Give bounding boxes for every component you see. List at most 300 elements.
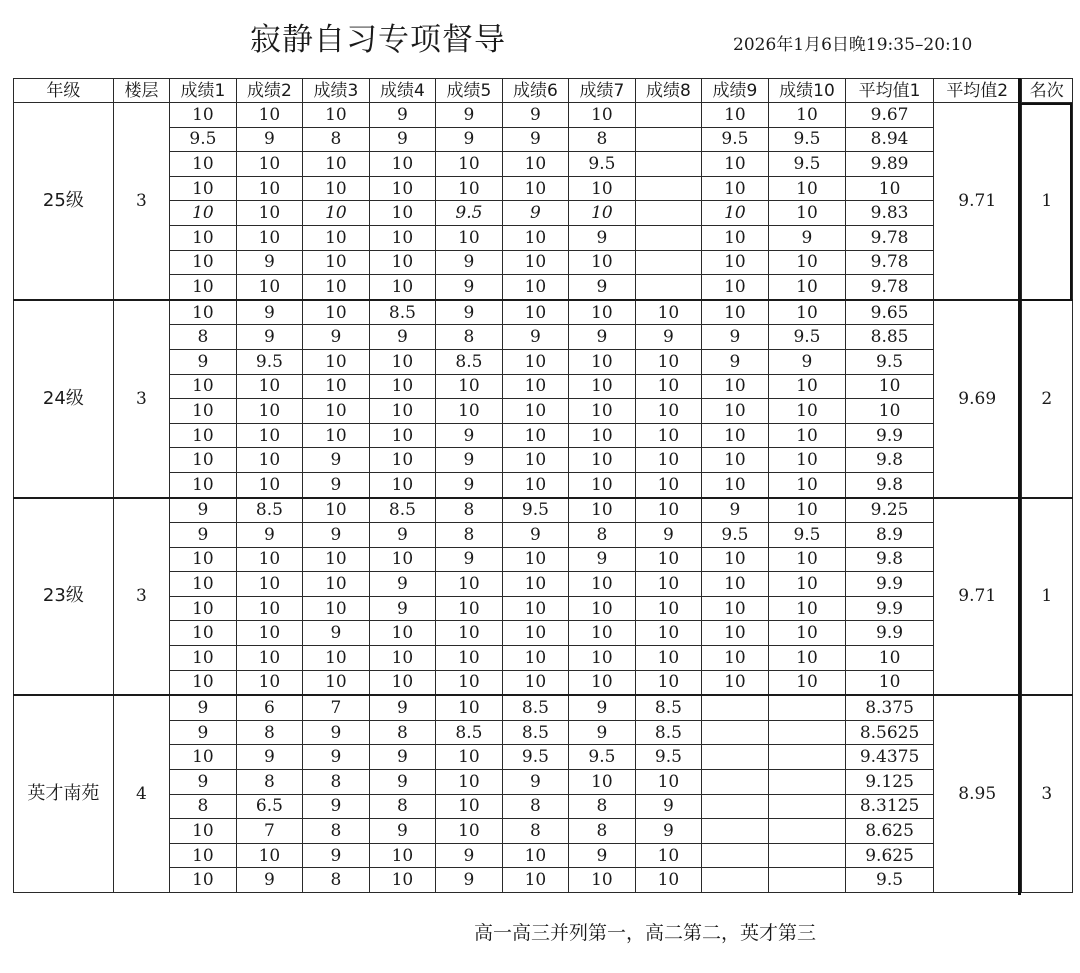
score-4-cell: 10: [369, 423, 436, 448]
score-4-cell: 9: [369, 523, 436, 548]
score-9-cell: [702, 745, 769, 770]
score-1-cell: 10: [170, 423, 237, 448]
score-2-cell: 10: [236, 275, 303, 300]
table-row: [14, 103, 1073, 128]
table-row: [14, 472, 1073, 497]
score-6-cell: 9: [502, 325, 569, 350]
score-4-cell: 8.5: [369, 498, 436, 523]
score-7-cell: 10: [569, 670, 636, 695]
score-6-cell: 10: [502, 868, 569, 893]
score-9-cell: 9: [702, 498, 769, 523]
score-8-cell: 10: [635, 670, 702, 695]
score-8-cell: 10: [635, 770, 702, 795]
score-7-cell: 10: [569, 176, 636, 201]
score-2-cell: 9: [236, 300, 303, 325]
score-5-cell: 9: [436, 103, 503, 128]
avg-1-cell: 10: [846, 399, 934, 424]
avg-1-cell: 8.3125: [846, 794, 934, 819]
score-5-cell: 10: [436, 374, 503, 399]
score-4-cell: 8: [369, 720, 436, 745]
avg-2-cell: 9.71: [933, 498, 1021, 696]
score-10-cell: 10: [768, 201, 846, 226]
score-2-cell: 10: [236, 547, 303, 572]
table-row: [14, 646, 1073, 671]
table-row: [14, 770, 1073, 795]
score-6-cell: 10: [502, 472, 569, 497]
header-score-4: 成绩4: [369, 79, 436, 103]
score-6-cell: 10: [502, 152, 569, 177]
score-7-cell: 10: [569, 349, 636, 374]
score-5-cell: 10: [436, 794, 503, 819]
score-4-cell: 9: [369, 770, 436, 795]
score-5-cell: 8.5: [436, 349, 503, 374]
score-10-cell: [768, 695, 846, 720]
score-4-cell: 10: [369, 448, 436, 473]
score-2-cell: 6.5: [236, 794, 303, 819]
score-3-cell: 10: [303, 349, 370, 374]
score-6-cell: 9: [502, 103, 569, 128]
avg-1-cell: 8.625: [846, 819, 934, 844]
score-value: 10: [192, 203, 214, 224]
score-7-cell: 9: [569, 225, 636, 250]
avg-1-cell: 10: [846, 374, 934, 399]
score-10-cell: [768, 794, 846, 819]
score-4-cell: 10: [369, 349, 436, 374]
score-2-cell: 9: [236, 325, 303, 350]
score-10-cell: 10: [768, 670, 846, 695]
header-avg-2: 平均值2: [933, 79, 1021, 103]
score-9-cell: 10: [702, 399, 769, 424]
avg-1-cell: 9.78: [846, 275, 934, 300]
avg-1-cell: 9.9: [846, 572, 934, 597]
score-3-cell: 10: [303, 103, 370, 128]
score-4-cell: 10: [369, 250, 436, 275]
score-2-cell: 10: [236, 448, 303, 473]
score-3-cell: 9: [303, 621, 370, 646]
table-row: [14, 745, 1073, 770]
score-7-cell: 8: [569, 819, 636, 844]
score-10-cell: 9: [768, 225, 846, 250]
score-4-cell: 10: [369, 152, 436, 177]
score-1-cell: 10: [170, 250, 237, 275]
score-value: 10: [724, 203, 746, 224]
table-row: [14, 695, 1073, 720]
header-rank: 名次: [1021, 79, 1072, 103]
score-3-cell: 10: [303, 498, 370, 523]
score-3-cell: 10: [303, 596, 370, 621]
avg-1-cell: 8.5625: [846, 720, 934, 745]
score-3-cell: 8: [303, 127, 370, 152]
floor-cell: 3: [113, 103, 169, 300]
table-row: [14, 596, 1073, 621]
score-4-cell: 10: [369, 843, 436, 868]
score-2-cell: 8.5: [236, 498, 303, 523]
score-3-cell: 10: [303, 670, 370, 695]
score-5-cell: 10: [436, 670, 503, 695]
score-value: 10: [591, 203, 613, 224]
header-score-6: 成绩6: [502, 79, 569, 103]
score-1-cell: 10: [170, 745, 237, 770]
score-10-cell: 10: [768, 250, 846, 275]
score-5-cell: 10: [436, 596, 503, 621]
score-5-cell: 10: [436, 695, 503, 720]
score-2-cell: 10: [236, 225, 303, 250]
table-row: [14, 720, 1073, 745]
score-7-cell: 10: [569, 423, 636, 448]
score-5-cell: 9: [436, 127, 503, 152]
score-4-cell: 10: [369, 670, 436, 695]
score-8-cell: 9: [635, 794, 702, 819]
table-row: [14, 572, 1073, 597]
score-3-cell: [303, 201, 370, 226]
score-6-cell: 10: [502, 423, 569, 448]
score-1-cell: 10: [170, 300, 237, 325]
score-1-cell: 10: [170, 596, 237, 621]
score-2-cell: 9.5: [236, 349, 303, 374]
table-row: [14, 670, 1073, 695]
score-4-cell: 10: [369, 646, 436, 671]
table-row: [14, 349, 1073, 374]
score-7-cell: 10: [569, 770, 636, 795]
score-7-cell: 9: [569, 325, 636, 350]
score-1-cell: 9: [170, 720, 237, 745]
score-10-cell: 9.5: [768, 152, 846, 177]
table-row: [14, 225, 1073, 250]
score-6-cell: 10: [502, 349, 569, 374]
score-2-cell: 10: [236, 843, 303, 868]
score-4-cell: 9: [369, 127, 436, 152]
score-5-cell: 9: [436, 547, 503, 572]
avg-1-cell: 9.8: [846, 448, 934, 473]
score-5-cell: 10: [436, 225, 503, 250]
table-row: [14, 621, 1073, 646]
score-7-cell: 10: [569, 621, 636, 646]
score-1-cell: 10: [170, 225, 237, 250]
score-3-cell: 10: [303, 374, 370, 399]
score-4-cell: 10: [369, 621, 436, 646]
header-floor: 楼层: [113, 79, 169, 103]
score-1-cell: 8: [170, 325, 237, 350]
floor-cell: 3: [113, 498, 169, 696]
header-score-2: 成绩2: [236, 79, 303, 103]
score-4-cell: 9: [369, 103, 436, 128]
table-row: [14, 250, 1073, 275]
score-5-cell: 10: [436, 819, 503, 844]
score-7-cell: 9: [569, 695, 636, 720]
avg-1-cell: 9.83: [846, 201, 934, 226]
score-3-cell: 9: [303, 794, 370, 819]
score-10-cell: 9: [768, 349, 846, 374]
avg-1-cell: 9.9: [846, 596, 934, 621]
score-9-cell: 10: [702, 646, 769, 671]
score-8-cell: 10: [635, 399, 702, 424]
score-1-cell: 10: [170, 621, 237, 646]
score-3-cell: 10: [303, 300, 370, 325]
score-9-cell: 10: [702, 225, 769, 250]
score-8-cell: 10: [635, 374, 702, 399]
score-10-cell: 10: [768, 176, 846, 201]
score-7-cell: 10: [569, 448, 636, 473]
score-1-cell: 9: [170, 770, 237, 795]
score-5-cell: 9: [436, 472, 503, 497]
floor-cell: 4: [113, 695, 169, 892]
score-2-cell: 10: [236, 646, 303, 671]
score-7-cell: 9: [569, 275, 636, 300]
score-3-cell: 9: [303, 523, 370, 548]
score-9-cell: 10: [702, 670, 769, 695]
score-7-cell: 10: [569, 596, 636, 621]
score-8-cell: 10: [635, 621, 702, 646]
score-5-cell: 8.5: [436, 720, 503, 745]
score-1-cell: 10: [170, 176, 237, 201]
score-3-cell: 8: [303, 868, 370, 893]
score-4-cell: 10: [369, 374, 436, 399]
score-4-cell: 9: [369, 819, 436, 844]
table-row: [14, 843, 1073, 868]
score-5-cell: 9: [436, 300, 503, 325]
score-4-cell: 10: [369, 275, 436, 300]
score-10-cell: 10: [768, 448, 846, 473]
table-row: [14, 127, 1073, 152]
score-2-cell: 9: [236, 523, 303, 548]
score-3-cell: 10: [303, 423, 370, 448]
score-6-cell: 9.5: [502, 498, 569, 523]
score-6-cell: 10: [502, 225, 569, 250]
grade-cell: 23级: [14, 498, 114, 696]
score-8-cell: 10: [635, 472, 702, 497]
score-1-cell: 9: [170, 695, 237, 720]
score-3-cell: 9: [303, 720, 370, 745]
score-1-cell: 10: [170, 572, 237, 597]
score-6-cell: 10: [502, 572, 569, 597]
score-2-cell: 10: [236, 670, 303, 695]
table-row: [14, 152, 1073, 177]
table-row: [14, 523, 1073, 548]
score-3-cell: 10: [303, 399, 370, 424]
score-10-cell: 10: [768, 498, 846, 523]
score-6-cell: [502, 201, 569, 226]
score-6-cell: 8.5: [502, 695, 569, 720]
avg-2-cell: 9.69: [933, 300, 1021, 498]
score-8-cell: 9: [635, 325, 702, 350]
score-8-cell: [635, 250, 702, 275]
score-10-cell: 10: [768, 423, 846, 448]
header-score-3: 成绩3: [303, 79, 370, 103]
score-10-cell: [768, 868, 846, 893]
score-10-cell: 10: [768, 547, 846, 572]
score-5-cell: 10: [436, 176, 503, 201]
table-row: [14, 547, 1073, 572]
score-5-cell: 9: [436, 423, 503, 448]
score-8-cell: 9: [635, 819, 702, 844]
header-avg-1: 平均值1: [846, 79, 934, 103]
score-10-cell: 9.5: [768, 127, 846, 152]
score-7-cell: 10: [569, 472, 636, 497]
score-8-cell: 9.5: [635, 745, 702, 770]
score-9-cell: [702, 201, 769, 226]
score-1-cell: 10: [170, 646, 237, 671]
score-4-cell: 9: [369, 695, 436, 720]
score-6-cell: 10: [502, 670, 569, 695]
score-9-cell: 10: [702, 547, 769, 572]
table-row: [14, 819, 1073, 844]
score-8-cell: 10: [635, 498, 702, 523]
avg-1-cell: 9.625: [846, 843, 934, 868]
score-6-cell: 8.5: [502, 720, 569, 745]
score-7-cell: 10: [569, 250, 636, 275]
score-7-cell: 8: [569, 127, 636, 152]
score-3-cell: 10: [303, 152, 370, 177]
table-row: [14, 794, 1073, 819]
score-7-cell: [569, 201, 636, 226]
header-score-5: 成绩5: [436, 79, 503, 103]
score-9-cell: [702, 695, 769, 720]
avg-1-cell: 10: [846, 670, 934, 695]
avg-1-cell: 9.78: [846, 250, 934, 275]
score-9-cell: 10: [702, 423, 769, 448]
score-9-cell: 10: [702, 250, 769, 275]
score-value: 9.5: [455, 203, 483, 224]
score-5-cell: 9: [436, 843, 503, 868]
floor-cell: 3: [113, 300, 169, 498]
score-5-cell: 10: [436, 646, 503, 671]
score-9-cell: 9: [702, 349, 769, 374]
score-4-cell: 10: [369, 201, 436, 226]
score-7-cell: 10: [569, 646, 636, 671]
avg-1-cell: 9.65: [846, 300, 934, 325]
score-6-cell: 10: [502, 621, 569, 646]
score-1-cell: 10: [170, 819, 237, 844]
grade-cell: 24级: [14, 300, 114, 498]
score-10-cell: 10: [768, 399, 846, 424]
score-1-cell: 10: [170, 448, 237, 473]
score-2-cell: 10: [236, 103, 303, 128]
score-1-cell: 9: [170, 523, 237, 548]
avg-1-cell: 9.5: [846, 349, 934, 374]
avg-1-cell: 9.5: [846, 868, 934, 893]
score-9-cell: 9: [702, 325, 769, 350]
score-10-cell: 10: [768, 646, 846, 671]
score-2-cell: 10: [236, 176, 303, 201]
score-10-cell: 10: [768, 621, 846, 646]
score-4-cell: 10: [369, 176, 436, 201]
score-6-cell: 10: [502, 547, 569, 572]
grade-cell: 英才南苑: [14, 695, 114, 892]
score-10-cell: 10: [768, 103, 846, 128]
score-9-cell: [702, 843, 769, 868]
score-6-cell: 9: [502, 770, 569, 795]
table-row: [14, 325, 1073, 350]
score-3-cell: 10: [303, 275, 370, 300]
score-9-cell: 10: [702, 300, 769, 325]
avg-1-cell: 8.85: [846, 325, 934, 350]
score-1-cell: 10: [170, 275, 237, 300]
score-10-cell: 10: [768, 275, 846, 300]
score-8-cell: [635, 201, 702, 226]
score-1-cell: 10: [170, 399, 237, 424]
score-8-cell: 10: [635, 448, 702, 473]
score-7-cell: 9: [569, 547, 636, 572]
score-2-cell: 10: [236, 152, 303, 177]
score-2-cell: 9: [236, 745, 303, 770]
score-2-cell: 10: [236, 572, 303, 597]
score-9-cell: 10: [702, 572, 769, 597]
score-5-cell: 10: [436, 572, 503, 597]
score-value: 9: [530, 203, 541, 224]
rank-cell: 3: [1021, 695, 1072, 892]
header-score-10: 成绩10: [768, 79, 846, 103]
table-row: [14, 399, 1073, 424]
score-5-cell: 10: [436, 399, 503, 424]
score-5-cell: 9: [436, 868, 503, 893]
score-6-cell: 10: [502, 250, 569, 275]
score-2-cell: 7: [236, 819, 303, 844]
score-9-cell: [702, 770, 769, 795]
score-6-cell: 10: [502, 275, 569, 300]
score-4-cell: 8: [369, 794, 436, 819]
score-9-cell: 10: [702, 275, 769, 300]
score-1-cell: 10: [170, 547, 237, 572]
rank-cell: 1: [1021, 103, 1072, 300]
score-4-cell: 8.5: [369, 300, 436, 325]
score-table-body: [14, 103, 1073, 893]
score-3-cell: 10: [303, 250, 370, 275]
table-row: [14, 423, 1073, 448]
score-9-cell: 10: [702, 448, 769, 473]
table-row: [14, 275, 1073, 300]
avg-1-cell: 9.9: [846, 621, 934, 646]
score-4-cell: 10: [369, 472, 436, 497]
score-6-cell: 10: [502, 596, 569, 621]
score-10-cell: 10: [768, 572, 846, 597]
score-9-cell: 10: [702, 472, 769, 497]
score-7-cell: 10: [569, 374, 636, 399]
score-9-cell: [702, 868, 769, 893]
score-3-cell: 9: [303, 325, 370, 350]
score-2-cell: 9: [236, 250, 303, 275]
score-1-cell: 8: [170, 794, 237, 819]
score-2-cell: 10: [236, 621, 303, 646]
score-2-cell: 10: [236, 201, 303, 226]
score-5-cell: 10: [436, 745, 503, 770]
score-9-cell: 10: [702, 176, 769, 201]
score-10-cell: [768, 745, 846, 770]
score-5-cell: 9: [436, 275, 503, 300]
score-1-cell: 10: [170, 103, 237, 128]
score-2-cell: 10: [236, 472, 303, 497]
score-3-cell: 7: [303, 695, 370, 720]
score-5-cell: [436, 201, 503, 226]
score-9-cell: 10: [702, 621, 769, 646]
score-10-cell: [768, 843, 846, 868]
score-10-cell: 10: [768, 300, 846, 325]
score-1-cell: 10: [170, 670, 237, 695]
score-7-cell: 10: [569, 103, 636, 128]
table-row: [14, 300, 1073, 325]
avg-1-cell: 9.125: [846, 770, 934, 795]
score-5-cell: 8: [436, 523, 503, 548]
avg-1-cell: 9.89: [846, 152, 934, 177]
score-10-cell: 9.5: [768, 523, 846, 548]
score-6-cell: 9: [502, 127, 569, 152]
score-8-cell: 10: [635, 843, 702, 868]
score-7-cell: 8: [569, 794, 636, 819]
score-5-cell: 8: [436, 325, 503, 350]
avg-2-cell: 9.71: [933, 103, 1021, 300]
score-9-cell: 10: [702, 103, 769, 128]
score-8-cell: 10: [635, 596, 702, 621]
score-1-cell: 9.5: [170, 127, 237, 152]
